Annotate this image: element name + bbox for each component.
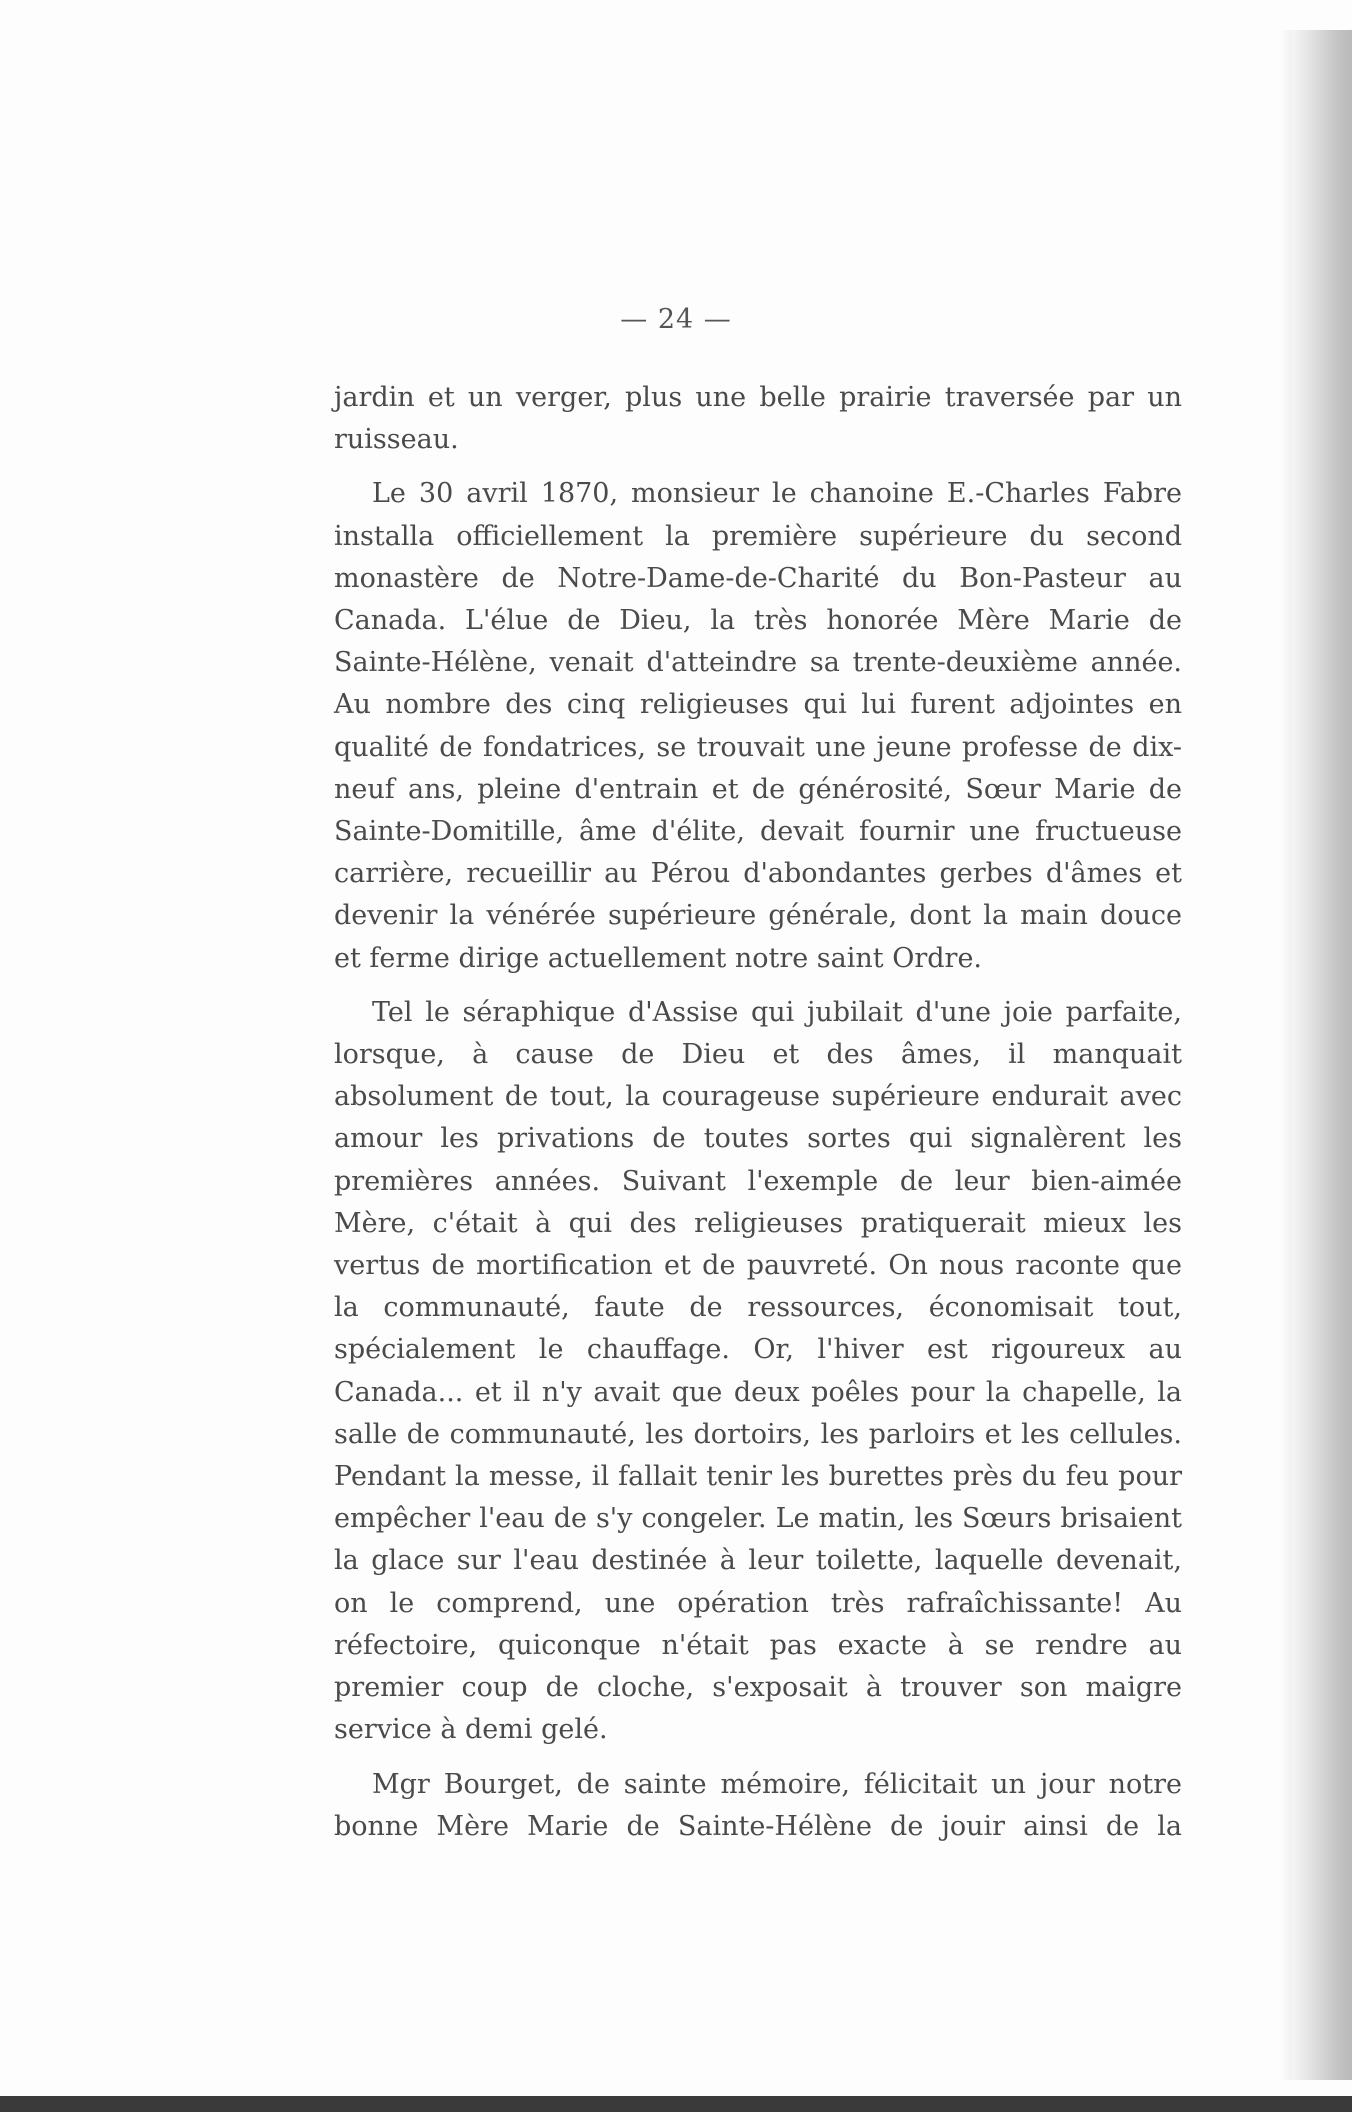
paragraph-installation: Le 30 avril 1870, monsieur le chanoine E.-Charles Fabre installa officiellement la première supérieure du second monastère de Notre-Dame-de-Charité du Bon-Pasteur au Canada. L'élue de Dieu, la très honorée Mère Marie de Sainte-Hélène, venait d'atteindre sa trente-deuxième année. Au nombre des cinq religieuses qui lui furent adjointes en qualité de fondatrices, se trouvait une jeune professe de dix-neuf ans, pleine d'entrain et de générosité, Sœur Marie de Sainte-Domitille, âme d'élite, devait fournir une fructueuse carrière, recueillir au Pérou d'abondantes gerbes d'âmes et devenir la vénérée supérieure générale, dont la main douce et ferme dirige actuellement notre saint Ordre. [334, 478, 1182, 974]
scan-bottom-border [0, 2096, 1352, 2112]
paragraph-mgr-bourget: Mgr Bourget, de sainte mémoire, félicitait un jour notre bonne Mère Marie de Sainte-Hélène de jouir ainsi de la [334, 1768, 1182, 1842]
paragraph-privations: Tel le séraphique d'Assise qui jubilait d'une joie parfaite, lorsque, à cause de Dieu et des âmes, il manquait absolument de tout, la courageuse supérieure endurait avec amour les privations de toutes sortes qui signalèrent les premières années. Suivant l'exemple de leur bien-aimée Mère, c'était à qui des religieuses pratiquerait mieux les vertus de mortification et de pauvreté. On nous raconte que la communauté, faute de ressources, économisait tout, spécialement le chauffage. Or, l'hiver est rigoureux au Canada... et il n'y avait que deux poêles pour la chapelle, la salle de communauté, les dortoirs, les parloirs et les cellules. Pendant la messe, il fallait tenir les burettes près du feu pour empêcher l'eau de s'y congeler. Le matin, les Sœurs brisaient la glace sur l'eau destinée à leur toilette, laquelle devenait, on le comprend, une opération très rafraîchissante! Au réfectoire, quiconque n'était pas exacte à se rendre au premier coup de cloche, s'exposait à trouver son maigre service à demi gelé. [334, 996, 1182, 1746]
page-number: — 24 — [620, 304, 732, 335]
paragraph-continuation: jardin et un verger, plus une belle prairie traversée par un ruisseau. [334, 382, 1182, 456]
body-text [334, 377, 1182, 1860]
page-edge-highlight [1278, 30, 1292, 2080]
page-edge-shadow [1292, 30, 1352, 2080]
